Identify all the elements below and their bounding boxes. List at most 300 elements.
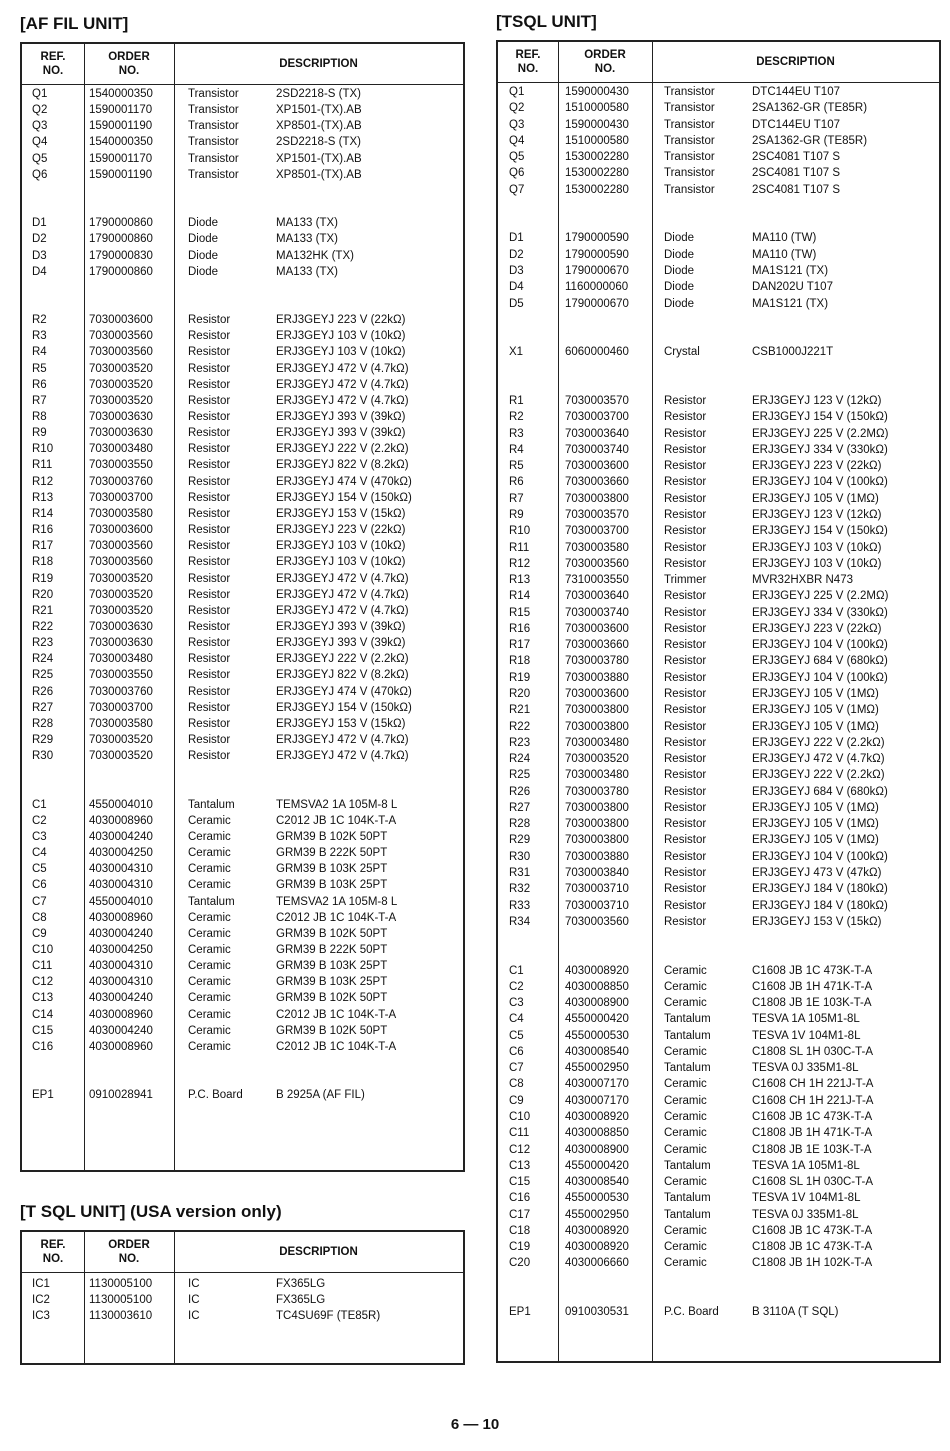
order-no: 7030003630: [89, 637, 153, 650]
part-type: Diode: [188, 233, 219, 246]
part-type: Ceramic: [664, 980, 707, 993]
part-type: Diode: [188, 217, 219, 230]
part-type: Resistor: [188, 572, 231, 585]
part-number: FX365LG: [276, 1278, 326, 1290]
part-type: Diode: [664, 264, 695, 277]
part-type: Resistor: [188, 362, 231, 375]
ref-no: R21: [509, 704, 531, 717]
part-number: 2SC4081 T107 S: [752, 183, 841, 196]
part-number: ERJ3GEYJ 105 V (1MΩ): [752, 801, 879, 814]
part-number: CSB1000J221T: [752, 346, 834, 359]
part-number: ERJ3GEYJ 104 V (100kΩ): [752, 476, 888, 489]
part-type: Resistor: [664, 671, 707, 684]
table-row: [498, 458, 939, 474]
table-row: [22, 554, 463, 570]
ref-no: Q1: [509, 86, 525, 98]
ref-no: R26: [32, 685, 54, 698]
table-row: [498, 1255, 939, 1271]
order-no: 4550002950: [565, 1062, 629, 1075]
part-number: ERJ3GEYJ 222 V (2.2kΩ): [752, 769, 885, 782]
order-no: 1540000350: [89, 88, 153, 100]
part-number: ERJ3GEYJ 223 V (22kΩ): [752, 622, 882, 635]
part-type: Transistor: [664, 167, 715, 180]
table-row: [22, 538, 463, 554]
part-type: Ceramic: [664, 1176, 707, 1189]
ref-no: C1: [32, 798, 47, 811]
order-no: 1590001170: [89, 104, 153, 117]
order-no: 1790000670: [565, 297, 629, 310]
part-number: TESVA 1V 104M1-8L: [752, 1192, 861, 1205]
part-type: Resistor: [664, 492, 707, 505]
part-number: ERJ3GEYJ 184 V (180kΩ): [752, 883, 888, 896]
part-number: ERJ3GEYJ 684 V (680kΩ): [752, 655, 888, 668]
part-type: Transistor: [664, 118, 715, 131]
part-number: ERJ3GEYJ 472 V (4.7kΩ): [276, 604, 409, 617]
ref-no: R7: [32, 394, 47, 407]
part-type: Ceramic: [188, 927, 231, 940]
part-number: ERJ3GEYJ 225 V (2.2MΩ): [752, 590, 889, 603]
part-number: TESVA 1V 104M1-8L: [752, 1029, 861, 1042]
part-type: Resistor: [188, 459, 231, 472]
part-type: Transistor: [188, 152, 239, 165]
ref-no: R29: [509, 834, 531, 847]
table-row: [22, 151, 463, 167]
table-row: [22, 441, 463, 457]
table-row: [22, 102, 463, 118]
table-row: [498, 898, 939, 914]
ref-no: Q2: [509, 102, 525, 115]
order-no: 7030003700: [89, 491, 153, 504]
ref-no: R13: [509, 574, 531, 587]
part-number: B 2925A (AF FIL): [276, 1089, 365, 1102]
ref-no: Q3: [509, 118, 525, 131]
part-type: Resistor: [664, 590, 707, 603]
part-type: Resistor: [664, 606, 707, 619]
table-row: [22, 684, 463, 700]
part-number: ERJ3GEYJ 225 V (2.2MΩ): [752, 427, 889, 440]
part-number: ERJ3GEYJ 154 V (150kΩ): [276, 701, 412, 714]
table-row: [498, 865, 939, 881]
order-no: 4550004010: [89, 798, 153, 811]
order-no: 4030004240: [89, 1024, 153, 1037]
part-number: ERJ3GEYJ 105 V (1MΩ): [752, 720, 879, 733]
ref-no: C15: [509, 1176, 531, 1189]
table-row: [498, 979, 939, 995]
order-no: 0910030531: [565, 1306, 629, 1319]
order-no: 7030003800: [565, 834, 629, 847]
table-row: [498, 1158, 939, 1174]
ref-no: D4: [32, 265, 47, 278]
ref-no: C7: [32, 895, 47, 908]
order-no: 4030004240: [89, 927, 153, 940]
part-number: C1608 JB 1C 473K-T-A: [752, 1224, 873, 1237]
part-type: Transistor: [664, 151, 715, 164]
ref-no: R18: [32, 556, 54, 569]
table-row: [498, 393, 939, 409]
order-no: 1160000060: [565, 281, 629, 294]
order-no: 4030008850: [565, 980, 629, 993]
order-no: 1130003610: [89, 1310, 153, 1323]
part-number: DAN202U T107: [752, 281, 833, 294]
description-header: DESCRIPTION: [756, 56, 835, 68]
part-number: ERJ3GEYJ 684 V (680kΩ): [752, 785, 888, 798]
part-type: Resistor: [188, 524, 231, 537]
table-row: [498, 100, 939, 116]
description-header: DESCRIPTION: [279, 58, 358, 70]
table-row: [22, 651, 463, 667]
part-number: ERJ3GEYJ 105 V (1MΩ): [752, 834, 879, 847]
part-number: GRM39 B 222K 50PT: [276, 847, 388, 860]
ref-no: Q4: [32, 136, 48, 149]
part-type: Resistor: [188, 314, 231, 327]
part-type: Ceramic: [188, 992, 231, 1005]
ref-no: R11: [32, 459, 53, 472]
order-no: 7030003480: [565, 736, 629, 749]
order-no: 4550000420: [565, 1013, 629, 1026]
table-row: [498, 474, 939, 490]
part-number: MA133 (TX): [276, 265, 338, 278]
part-type: Resistor: [664, 818, 707, 831]
ref-no: C1: [509, 964, 524, 977]
ref-no: IC2: [32, 1294, 50, 1307]
part-number: ERJ3GEYJ 154 V (150kΩ): [752, 525, 888, 538]
order-no: 1530002280: [565, 167, 629, 180]
order-no: 7030003630: [89, 620, 153, 633]
order-no: 4030004240: [89, 830, 153, 843]
ref-no: C16: [509, 1192, 531, 1205]
table-row: [498, 1093, 939, 1109]
ref-no: R10: [32, 443, 54, 456]
table-row: [498, 279, 939, 295]
part-type: Resistor: [188, 734, 231, 746]
ref-no: R3: [509, 427, 524, 440]
part-number: DTC144EU T107: [752, 86, 840, 98]
table-row: [498, 800, 939, 816]
order-no: 7030003520: [89, 588, 153, 601]
order-no: 7030003560: [89, 330, 153, 343]
order-no: 7030003480: [565, 769, 629, 782]
table-row: [22, 377, 463, 393]
part-number: TESVA 1A 105M1-8L: [752, 1159, 860, 1172]
ref-no: Q4: [509, 134, 525, 147]
order-no: 7030003600: [565, 687, 629, 700]
part-type: Transistor: [664, 86, 715, 98]
table-row: [22, 990, 463, 1006]
table-row: [22, 522, 463, 538]
part-number: ERJ3GEYJ 393 V (39kΩ): [276, 637, 406, 650]
table-row: [498, 1190, 939, 1206]
part-type: IC: [188, 1278, 200, 1290]
part-type: Resistor: [188, 540, 231, 553]
table-row: [22, 748, 463, 764]
ref-no: R6: [509, 476, 524, 489]
ref-no: R12: [32, 475, 54, 488]
order-no: 7030003560: [565, 915, 629, 928]
table-row: [22, 716, 463, 732]
part-type: Resistor: [664, 866, 707, 879]
order-no: 7030003600: [565, 460, 629, 473]
order-no: 4030008920: [565, 964, 629, 977]
ref-no: R17: [32, 540, 54, 553]
part-type: Resistor: [188, 669, 231, 682]
part-type: Resistor: [664, 460, 707, 473]
part-type: P.C. Board: [664, 1306, 719, 1319]
order-no: 1590001190: [89, 168, 153, 181]
order-no: 4550000530: [565, 1029, 629, 1042]
part-number: ERJ3GEYJ 474 V (470kΩ): [276, 685, 412, 698]
part-number: ERJ3GEYJ 334 V (330kΩ): [752, 606, 888, 619]
part-type: Resistor: [188, 750, 231, 763]
ref-no: C9: [32, 927, 47, 940]
order-no: 1590000430: [565, 86, 629, 98]
part-number: 2SC4081 T107 S: [752, 151, 841, 164]
part-number: ERJ3GEYJ 103 V (10kΩ): [276, 330, 406, 343]
part-type: Ceramic: [188, 863, 231, 876]
order-no: 4030008540: [565, 1176, 629, 1189]
part-number: MVR32HXBR N473: [752, 574, 853, 587]
table-row: [498, 653, 939, 669]
order-no: 4030006660: [565, 1257, 629, 1270]
order-no: 4030004250: [89, 943, 153, 956]
part-number: ERJ3GEYJ 472 V (4.7kΩ): [276, 394, 409, 407]
ref-no: R20: [32, 588, 54, 601]
ref-no: R13: [32, 491, 54, 504]
part-number: C1808 JB 1E 103K-T-A: [752, 997, 872, 1010]
part-number: ERJ3GEYJ 222 V (2.2kΩ): [752, 736, 885, 749]
table-row: [498, 344, 939, 360]
part-type: Ceramic: [188, 879, 231, 892]
ref-no: R12: [509, 557, 531, 570]
part-number: ERJ3GEYJ 123 V (12kΩ): [752, 509, 882, 522]
ref-no: R25: [32, 669, 54, 682]
part-type: Diode: [664, 248, 695, 261]
order-no: 7030003700: [565, 525, 629, 538]
ref-no: C11: [32, 960, 53, 973]
order-no: 7030003520: [89, 604, 153, 617]
ref-no: D2: [32, 233, 47, 246]
part-number: C1608 JB 1C 473K-T-A: [752, 1111, 873, 1123]
part-number: B 3110A (T SQL): [752, 1306, 839, 1319]
ref-no: R16: [32, 524, 54, 537]
ref-no: R24: [32, 653, 54, 666]
ref-no: C19: [509, 1241, 531, 1254]
table-row: [22, 635, 463, 651]
part-number: C1808 JB 1C 473K-T-A: [752, 1241, 873, 1254]
part-number: ERJ3GEYJ 472 V (4.7kΩ): [276, 362, 409, 375]
part-type: Ceramic: [664, 964, 707, 977]
page-number: 6 — 10: [450, 1416, 500, 1433]
table-row: [498, 670, 939, 686]
part-number: ERJ3GEYJ 222 V (2.2kΩ): [276, 653, 409, 666]
table-row: [498, 1060, 939, 1076]
part-type: Resistor: [188, 717, 231, 730]
order-no: 4030004310: [89, 879, 153, 892]
part-number: ERJ3GEYJ 103 V (10kΩ): [276, 346, 406, 359]
table-row: [22, 344, 463, 360]
part-type: Resistor: [188, 620, 231, 633]
part-number: ERJ3GEYJ 104 V (100kΩ): [752, 671, 888, 684]
order-no: 4030008900: [565, 1143, 629, 1156]
part-number: GRM39 B 102K 50PT: [276, 927, 388, 940]
ref-no: R5: [509, 460, 524, 473]
part-type: Resistor: [664, 427, 707, 440]
order-no: 6060000460: [565, 346, 629, 359]
part-type: Resistor: [664, 785, 707, 798]
table-row: [22, 1276, 463, 1292]
ref-no: R31: [509, 866, 531, 879]
ref-no: C3: [32, 830, 47, 843]
part-type: Resistor: [188, 685, 231, 698]
table-row: [498, 686, 939, 702]
part-type: Ceramic: [664, 1045, 707, 1058]
part-type: IC: [188, 1310, 200, 1323]
part-type: Ceramic: [664, 1111, 707, 1123]
order-no: 4030008850: [565, 1127, 629, 1140]
table-row: [22, 829, 463, 845]
part-type: Resistor: [664, 850, 707, 863]
part-type: Resistor: [188, 637, 231, 650]
part-type: Resistor: [664, 476, 707, 489]
part-number: ERJ3GEYJ 153 V (15kΩ): [276, 717, 406, 730]
part-number: ERJ3GEYJ 154 V (150kΩ): [276, 491, 412, 504]
ref-no: Q2: [32, 104, 48, 117]
ref-no: C17: [509, 1208, 531, 1221]
order-no: 4030008920: [565, 1224, 629, 1237]
table-row: [498, 247, 939, 263]
ref-no: R18: [509, 655, 531, 668]
order-no: 1590001190: [89, 120, 153, 133]
table-row: [498, 914, 939, 930]
part-number: TESVA 0J 335M1-8L: [752, 1062, 859, 1075]
order-header: ORDER NO.: [108, 1239, 150, 1265]
part-type: Resistor: [664, 736, 707, 749]
order-no: 4030007170: [565, 1078, 629, 1091]
order-no: 4030008960: [89, 814, 153, 827]
part-number: ERJ3GEYJ 393 V (39kΩ): [276, 411, 406, 423]
part-type: Ceramic: [664, 1143, 707, 1156]
ref-no: C5: [509, 1029, 524, 1042]
part-number: GRM39 B 103K 25PT: [276, 960, 388, 973]
part-type: Transistor: [188, 88, 239, 100]
table-row: [22, 813, 463, 829]
order-no: 4030008920: [565, 1111, 629, 1123]
order-no: 7030003550: [89, 459, 153, 472]
table-row: [498, 702, 939, 718]
order-no: 7030003480: [89, 653, 153, 666]
part-number: TEMSVA2 1A 105M-8 L: [276, 895, 398, 908]
order-no: 4550004010: [89, 895, 153, 908]
part-number: 2SC4081 T107 S: [752, 167, 841, 180]
order-no: 4550002950: [565, 1208, 629, 1221]
part-type: Resistor: [188, 475, 231, 488]
order-no: 7030003520: [89, 378, 153, 391]
ref-no: R16: [509, 622, 531, 635]
ref-no: R27: [32, 701, 54, 714]
part-type: Resistor: [664, 655, 707, 668]
table-row: [498, 621, 939, 637]
part-number: 2SA1362-GR (TE85R): [752, 102, 868, 115]
part-number: ERJ3GEYJ 822 V (8.2kΩ): [276, 669, 409, 682]
ref-no: R4: [32, 346, 47, 359]
ref-no: R22: [509, 720, 531, 733]
order-no: 7030003800: [565, 818, 629, 831]
ref-no: D1: [32, 217, 47, 230]
table-row: [498, 296, 939, 312]
part-number: MA1S121 (TX): [752, 264, 829, 277]
order-no: 7030003760: [89, 475, 153, 488]
table-row: [22, 587, 463, 603]
order-no: 7030003520: [89, 572, 153, 585]
table-row: [498, 1109, 939, 1125]
part-number: ERJ3GEYJ 154 V (150kΩ): [752, 411, 888, 424]
part-type: Resistor: [188, 330, 231, 343]
order-no: 1790000860: [89, 265, 153, 278]
table-row: [22, 1087, 463, 1103]
order-no: 1130005100: [89, 1278, 153, 1290]
table-row: [498, 588, 939, 604]
part-number: XP1501-(TX).AB: [276, 152, 362, 165]
ref-no: X1: [509, 346, 524, 359]
order-no: 4030004250: [89, 847, 153, 860]
ref-no: R14: [509, 590, 531, 603]
order-no: 1130005100: [89, 1294, 153, 1307]
table-row: [22, 974, 463, 990]
order-no: 7030003800: [565, 720, 629, 733]
part-type: Resistor: [664, 687, 707, 700]
order-no: 7030003550: [89, 669, 153, 682]
ref-no: R8: [32, 411, 47, 423]
ref-no: C18: [509, 1224, 531, 1237]
part-number: 2SD2218-S (TX): [276, 136, 362, 149]
table-row: [22, 506, 463, 522]
table-row: [22, 393, 463, 409]
part-type: Resistor: [188, 491, 231, 504]
table-row: [498, 165, 939, 181]
part-type: Ceramic: [664, 1127, 707, 1140]
table-row: [498, 523, 939, 539]
part-number: ERJ3GEYJ 105 V (1MΩ): [752, 818, 879, 831]
tsql-table: [496, 40, 941, 1363]
ref-no: R6: [32, 378, 47, 391]
part-number: GRM39 B 103K 25PT: [276, 879, 388, 892]
part-number: ERJ3GEYJ 473 V (47kΩ): [752, 866, 882, 879]
table-row: [498, 881, 939, 897]
part-type: Resistor: [664, 704, 707, 717]
af-fil-title: [AF FIL UNIT]: [20, 14, 129, 33]
part-number: MA110 (TW): [752, 248, 817, 261]
table-row: [498, 1207, 939, 1223]
order-no: 7030003600: [89, 524, 153, 537]
part-type: Ceramic: [188, 847, 231, 860]
part-number: ERJ3GEYJ 103 V (10kΩ): [752, 541, 882, 554]
order-no: 7030003570: [565, 509, 629, 522]
table-row: [22, 474, 463, 490]
part-type: Diode: [664, 281, 695, 294]
ref-no: R2: [509, 411, 524, 424]
part-type: Resistor: [664, 899, 707, 912]
ref-no: C2: [509, 980, 524, 993]
part-number: ERJ3GEYJ 104 V (100kΩ): [752, 639, 888, 652]
order-no: 7030003640: [565, 590, 629, 603]
ref-no: Q6: [509, 167, 525, 180]
order-no: 7030003880: [565, 850, 629, 863]
order-no: 7030003660: [565, 639, 629, 652]
part-number: XP8501-(TX).AB: [276, 120, 362, 133]
order-no: 4030008960: [89, 1040, 153, 1053]
part-number: C2012 JB 1C 104K-T-A: [276, 911, 397, 924]
table-row: [22, 231, 463, 247]
order-no: 1790000590: [565, 248, 629, 261]
